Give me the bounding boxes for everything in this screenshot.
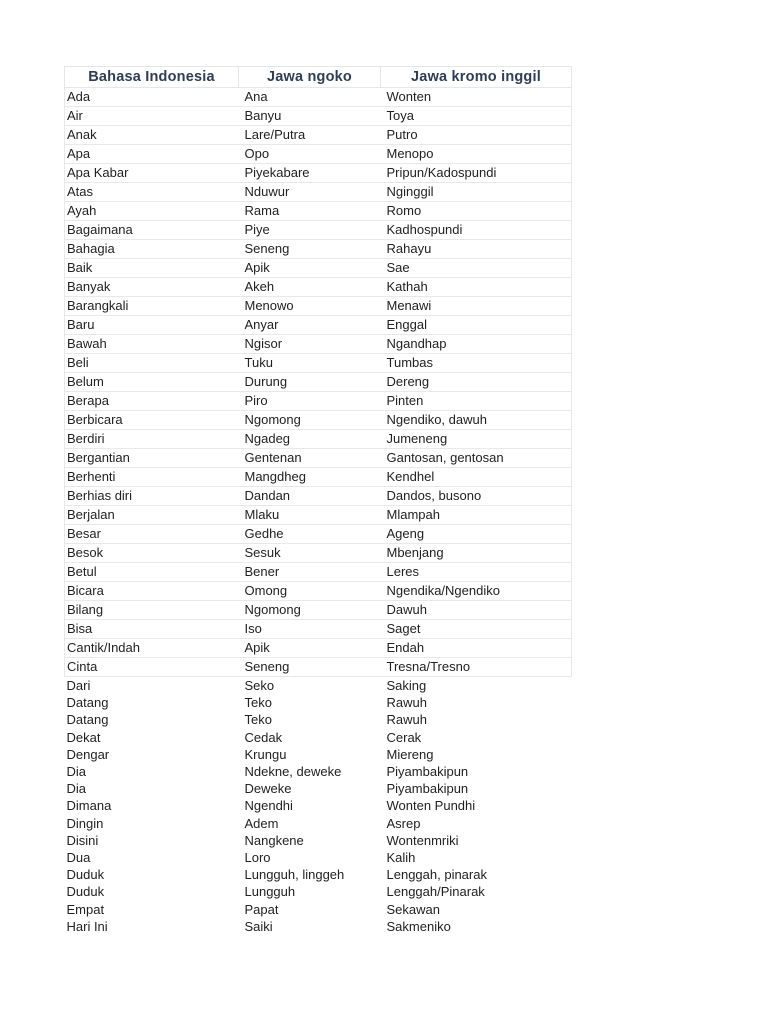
table-row <box>65 202 572 221</box>
cell-bahasa-indonesia: Bisa <box>65 620 239 639</box>
cell-jawa-ngoko: Lungguh <box>244 884 296 900</box>
cell-jawa-ngoko: Bener <box>239 563 381 582</box>
header-jawa-kromo-inggil: Jawa kromo inggil <box>381 67 572 88</box>
table-row <box>65 711 572 728</box>
table-row <box>65 506 572 525</box>
cell-jawa-kromo-inggil: Ngendika/Ngendiko <box>381 582 572 601</box>
cell-bahasa-indonesia: Duduk <box>66 867 105 883</box>
table-row <box>65 126 572 145</box>
cell-jawa-ngoko: Anyar <box>239 316 381 335</box>
cell-bahasa-indonesia: Besok <box>65 544 239 563</box>
cell-bahasa-indonesia: Bergantian <box>65 449 239 468</box>
cell-jawa-ngoko: Mlaku <box>239 506 381 525</box>
cell-jawa-ngoko: Gedhe <box>239 525 381 544</box>
cell-jawa-kromo-inggil: Kalih <box>386 850 416 866</box>
table-row <box>65 918 572 935</box>
table-row <box>65 88 572 107</box>
cell-jawa-ngoko: Ngomong <box>239 411 381 430</box>
cell-jawa-ngoko: Seneng <box>239 658 381 677</box>
cell-jawa-kromo-inggil: Dereng <box>381 373 572 392</box>
cell-bahasa-indonesia: Dingin <box>66 815 104 831</box>
cell-bahasa-indonesia: Bilang <box>65 601 239 620</box>
cell-jawa-kromo-inggil: Toya <box>381 107 572 126</box>
cell-jawa-kromo-inggil: Saking <box>386 678 427 693</box>
table-row <box>65 316 572 335</box>
table-row <box>65 468 572 487</box>
cell-bahasa-indonesia: Belum <box>65 373 239 392</box>
cell-jawa-ngoko: Lare/Putra <box>239 126 381 145</box>
cell-bahasa-indonesia: Dua <box>66 850 91 866</box>
cell-jawa-ngoko: Rama <box>239 202 381 221</box>
cell-jawa-kromo-inggil: Kathah <box>381 278 572 297</box>
cell-jawa-ngoko: Ngomong <box>239 601 381 620</box>
table-row <box>65 694 572 711</box>
table-row <box>65 866 572 883</box>
cell-bahasa-indonesia: Datang <box>66 695 109 711</box>
cell-jawa-kromo-inggil: Mbenjang <box>381 544 572 563</box>
cell-bahasa-indonesia: Duduk <box>66 884 105 900</box>
cell-bahasa-indonesia: Barangkali <box>65 297 239 316</box>
cell-jawa-kromo-inggil: Putro <box>381 126 572 145</box>
cell-jawa-kromo-inggil: Piyambakipun <box>386 764 469 780</box>
cell-bahasa-indonesia: Berjalan <box>65 506 239 525</box>
cell-jawa-ngoko: Seneng <box>239 240 381 259</box>
cell-bahasa-indonesia: Berdiri <box>65 430 239 449</box>
cell-jawa-ngoko: Durung <box>239 373 381 392</box>
table-row <box>65 746 572 763</box>
cell-jawa-kromo-inggil: Menopo <box>381 145 572 164</box>
cell-jawa-kromo-inggil: Dawuh <box>381 601 572 620</box>
cell-bahasa-indonesia: Dekat <box>66 729 101 745</box>
cell-jawa-kromo-inggil: Asrep <box>386 815 421 831</box>
table-row <box>65 259 572 278</box>
cell-jawa-ngoko: Piro <box>239 392 381 411</box>
cell-jawa-ngoko: Papat <box>244 901 279 917</box>
table-row <box>65 297 572 316</box>
table-row <box>65 901 572 918</box>
table-row <box>65 278 572 297</box>
table-row <box>65 780 572 797</box>
cell-jawa-ngoko: Banyu <box>239 107 381 126</box>
table-row <box>65 411 572 430</box>
cell-jawa-ngoko: Omong <box>239 582 381 601</box>
cell-jawa-ngoko: Dandan <box>239 487 381 506</box>
cell-jawa-ngoko: Sesuk <box>239 544 381 563</box>
cell-bahasa-indonesia: Dia <box>66 764 87 780</box>
cell-jawa-kromo-inggil: Wonten Pundhi <box>386 798 476 814</box>
cell-jawa-ngoko: Apik <box>239 259 381 278</box>
cell-jawa-kromo-inggil: Leres <box>381 563 572 582</box>
table-header <box>65 67 572 88</box>
table-row <box>65 525 572 544</box>
cell-bahasa-indonesia: Berbicara <box>65 411 239 430</box>
cell-jawa-kromo-inggil: Ngendiko, dawuh <box>381 411 572 430</box>
cell-jawa-kromo-inggil: Wonten <box>381 88 572 107</box>
cell-jawa-ngoko: Opo <box>239 145 381 164</box>
cell-bahasa-indonesia: Dimana <box>66 798 112 814</box>
table-row <box>65 883 572 900</box>
cell-bahasa-indonesia: Cantik/Indah <box>65 639 239 658</box>
cell-jawa-ngoko: Apik <box>239 639 381 658</box>
header-bahasa-indonesia: Bahasa Indonesia <box>65 67 239 88</box>
table-row <box>65 658 572 677</box>
cell-jawa-kromo-inggil: Rawuh <box>386 712 427 728</box>
cell-jawa-kromo-inggil: Romo <box>381 202 572 221</box>
table-row <box>65 335 572 354</box>
cell-jawa-kromo-inggil: Menawi <box>381 297 572 316</box>
cell-jawa-kromo-inggil: Pinten <box>381 392 572 411</box>
cell-jawa-ngoko: Teko <box>244 695 272 711</box>
header-row <box>65 67 572 88</box>
cell-jawa-ngoko: Deweke <box>244 781 292 797</box>
table-row <box>65 797 572 814</box>
cell-bahasa-indonesia: Dia <box>66 781 87 797</box>
cell-jawa-ngoko: Saiki <box>244 918 273 934</box>
cell-jawa-ngoko: Piye <box>239 221 381 240</box>
cell-bahasa-indonesia: Bahagia <box>65 240 239 259</box>
cell-jawa-ngoko: Nangkene <box>244 832 304 848</box>
cell-bahasa-indonesia: Apa Kabar <box>65 164 239 183</box>
cell-jawa-kromo-inggil: Miereng <box>386 746 434 762</box>
table-row <box>65 763 572 780</box>
cell-bahasa-indonesia: Ada <box>65 88 239 107</box>
cell-jawa-kromo-inggil: Sekawan <box>386 901 440 917</box>
cell-jawa-ngoko: Cedak <box>244 729 283 745</box>
cell-jawa-ngoko: Ngendhi <box>244 798 293 814</box>
table-row <box>65 582 572 601</box>
cell-bahasa-indonesia: Bawah <box>65 335 239 354</box>
cell-bahasa-indonesia: Ayah <box>65 202 239 221</box>
cell-bahasa-indonesia: Empat <box>66 901 105 917</box>
table-row <box>65 601 572 620</box>
vocabulary-table <box>64 66 572 935</box>
table-body <box>65 88 572 936</box>
cell-jawa-kromo-inggil: Jumeneng <box>381 430 572 449</box>
cell-bahasa-indonesia: Atas <box>65 183 239 202</box>
cell-bahasa-indonesia: Apa <box>65 145 239 164</box>
cell-bahasa-indonesia: Banyak <box>65 278 239 297</box>
cell-jawa-kromo-inggil: Lenggah/Pinarak <box>386 884 485 900</box>
cell-jawa-kromo-inggil: Cerak <box>386 729 422 745</box>
table-row <box>65 639 572 658</box>
cell-jawa-kromo-inggil: Kadhospundi <box>381 221 572 240</box>
cell-bahasa-indonesia: Baru <box>65 316 239 335</box>
cell-jawa-kromo-inggil: Saget <box>381 620 572 639</box>
table-row <box>65 430 572 449</box>
cell-jawa-ngoko: Lungguh, linggeh <box>244 867 345 883</box>
cell-jawa-kromo-inggil: Rawuh <box>386 695 427 711</box>
cell-jawa-kromo-inggil: Rahayu <box>381 240 572 259</box>
cell-bahasa-indonesia: Air <box>65 107 239 126</box>
cell-jawa-kromo-inggil: Ageng <box>381 525 572 544</box>
table-row <box>65 392 572 411</box>
cell-bahasa-indonesia: Berhenti <box>65 468 239 487</box>
table-row <box>65 563 572 582</box>
cell-jawa-ngoko: Menowo <box>239 297 381 316</box>
cell-jawa-kromo-inggil: Dandos, busono <box>381 487 572 506</box>
cell-bahasa-indonesia: Besar <box>65 525 239 544</box>
table-row <box>65 240 572 259</box>
cell-jawa-ngoko: Akeh <box>239 278 381 297</box>
cell-jawa-kromo-inggil: Sae <box>381 259 572 278</box>
cell-jawa-kromo-inggil: Enggal <box>381 316 572 335</box>
cell-jawa-kromo-inggil: Lenggah, pinarak <box>386 867 487 883</box>
table-row <box>65 183 572 202</box>
table-row <box>65 832 572 849</box>
cell-jawa-kromo-inggil: Mlampah <box>381 506 572 525</box>
table-row <box>65 354 572 373</box>
cell-bahasa-indonesia: Anak <box>65 126 239 145</box>
cell-jawa-kromo-inggil: Ngandhap <box>381 335 572 354</box>
cell-jawa-kromo-inggil: Wontenmriki <box>386 832 459 848</box>
cell-bahasa-indonesia: Bagaimana <box>65 221 239 240</box>
header-jawa-ngoko: Jawa ngoko <box>239 67 381 88</box>
cell-bahasa-indonesia: Baik <box>65 259 239 278</box>
table-row <box>65 677 572 695</box>
cell-jawa-ngoko: Adem <box>244 815 279 831</box>
cell-jawa-kromo-inggil: Endah <box>381 639 572 658</box>
cell-bahasa-indonesia: Dengar <box>66 746 110 762</box>
cell-jawa-ngoko: Mangdheg <box>239 468 381 487</box>
table-row <box>65 373 572 392</box>
table-row <box>65 544 572 563</box>
table-row <box>65 815 572 832</box>
cell-bahasa-indonesia: Hari Ini <box>66 918 108 934</box>
cell-bahasa-indonesia: Beli <box>65 354 239 373</box>
cell-jawa-ngoko: Ngadeg <box>239 430 381 449</box>
cell-jawa-ngoko: Krungu <box>244 746 287 762</box>
table-row <box>65 849 572 866</box>
table-row <box>65 487 572 506</box>
cell-bahasa-indonesia: Betul <box>65 563 239 582</box>
table-row <box>65 145 572 164</box>
table-row <box>65 164 572 183</box>
cell-bahasa-indonesia: Berapa <box>65 392 239 411</box>
vocabulary-sheet <box>64 66 571 935</box>
cell-jawa-ngoko: Gentenan <box>239 449 381 468</box>
cell-jawa-kromo-inggil: Pripun/Kadospundi <box>381 164 572 183</box>
cell-jawa-kromo-inggil: Nginggil <box>381 183 572 202</box>
cell-jawa-ngoko: Ndekne, deweke <box>244 764 342 780</box>
table-row <box>65 107 572 126</box>
cell-jawa-ngoko: Iso <box>239 620 381 639</box>
cell-jawa-kromo-inggil: Kendhel <box>381 468 572 487</box>
table-row <box>65 620 572 639</box>
cell-bahasa-indonesia: Datang <box>66 712 109 728</box>
cell-jawa-ngoko: Nduwur <box>239 183 381 202</box>
cell-bahasa-indonesia: Berhias diri <box>65 487 239 506</box>
cell-jawa-ngoko: Teko <box>244 712 272 728</box>
cell-jawa-kromo-inggil: Tresna/Tresno <box>381 658 572 677</box>
table-row <box>65 729 572 746</box>
table-row <box>65 449 572 468</box>
cell-jawa-kromo-inggil: Piyambakipun <box>386 781 469 797</box>
cell-jawa-kromo-inggil: Tumbas <box>381 354 572 373</box>
cell-bahasa-indonesia: Disini <box>66 832 99 848</box>
cell-jawa-kromo-inggil: Sakmeniko <box>386 918 451 934</box>
cell-jawa-kromo-inggil: Gantosan, gentosan <box>381 449 572 468</box>
cell-jawa-ngoko: Piyekabare <box>239 164 381 183</box>
cell-jawa-ngoko: Seko <box>244 678 275 693</box>
cell-bahasa-indonesia: Dari <box>66 678 91 693</box>
cell-jawa-ngoko: Tuku <box>239 354 381 373</box>
table-row <box>65 221 572 240</box>
cell-bahasa-indonesia: Bicara <box>65 582 239 601</box>
cell-jawa-ngoko: Ngisor <box>239 335 381 354</box>
cell-bahasa-indonesia: Cinta <box>65 658 239 677</box>
cell-jawa-ngoko: Ana <box>239 88 381 107</box>
cell-jawa-ngoko: Loro <box>244 850 271 866</box>
